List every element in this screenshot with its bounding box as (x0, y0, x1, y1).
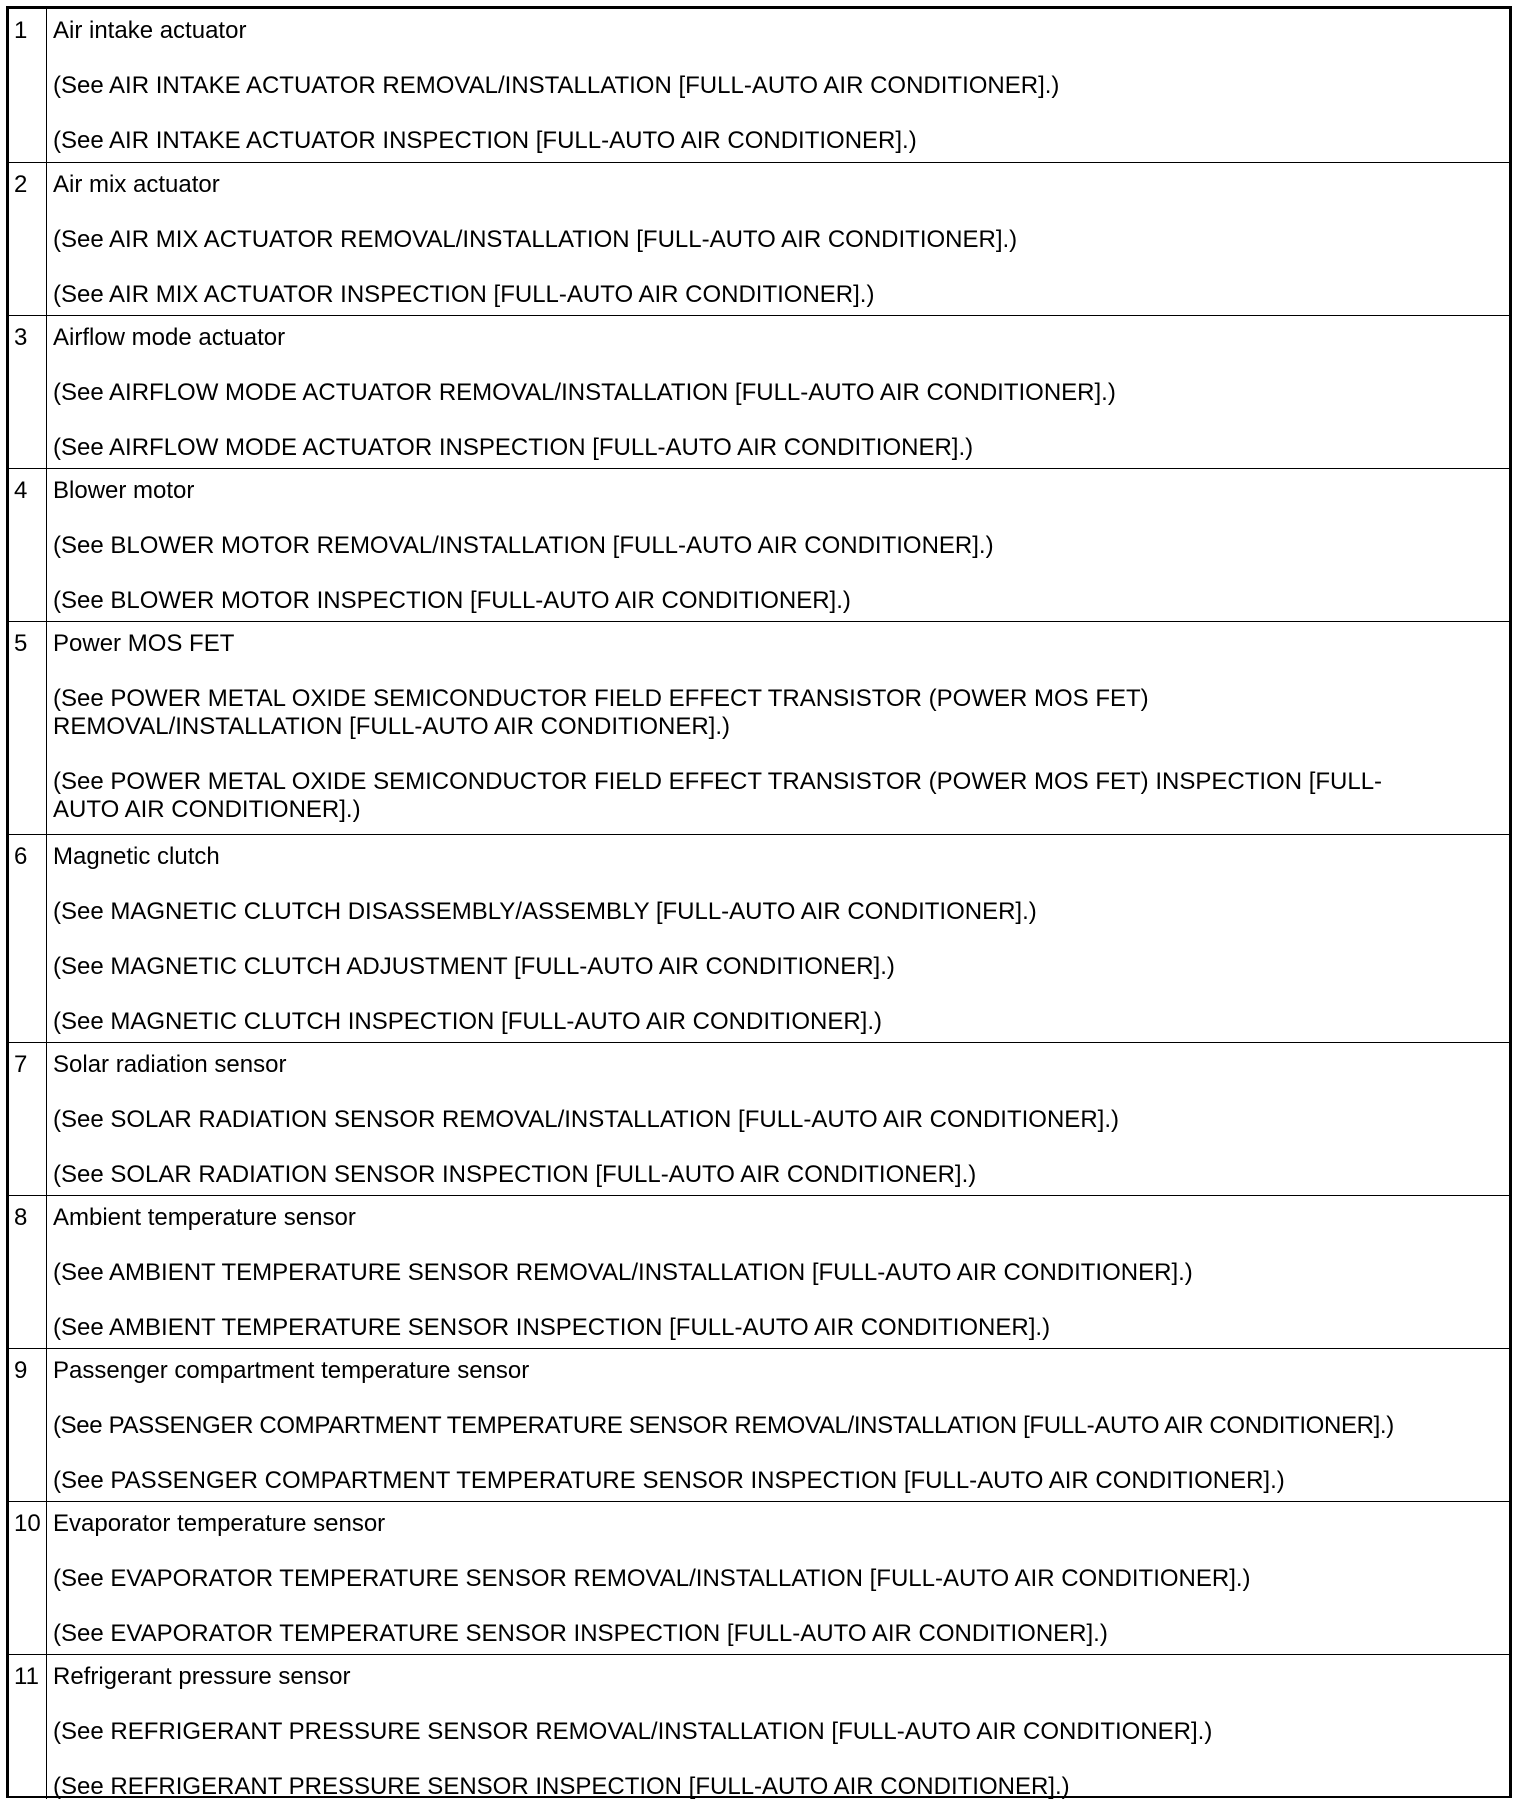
table-row (9, 1195, 1509, 1348)
row-number: 5 (9, 622, 47, 834)
reference-link[interactable]: (See AIRFLOW MODE ACTUATOR REMOVAL/INSTALLATION [FULL-AUTO AIR CONDITIONER].) (53, 379, 1116, 406)
row-number: 4 (9, 469, 47, 621)
part-name: Power MOS FET (53, 630, 235, 657)
reference-link[interactable]: (See BLOWER MOTOR REMOVAL/INSTALLATION [FULL-AUTO AIR CONDITIONER].) (53, 532, 994, 559)
reference-link[interactable]: (See BLOWER MOTOR INSPECTION [FULL-AUTO AIR CONDITIONER].) (53, 587, 851, 614)
reference-link[interactable]: (See REFRIGERANT PRESSURE SENSOR INSPECTION [FULL-AUTO AIR CONDITIONER].) (53, 1773, 1070, 1800)
row-number: 6 (9, 835, 47, 1042)
reference-link[interactable]: (See MAGNETIC CLUTCH DISASSEMBLY/ASSEMBLY [FULL-AUTO AIR CONDITIONER].) (53, 898, 1037, 925)
reference-link[interactable]: (See MAGNETIC CLUTCH ADJUSTMENT [FULL-AUTO AIR CONDITIONER].) (53, 953, 895, 980)
row-number: 7 (9, 1043, 47, 1195)
reference-link[interactable]: (See AIR MIX ACTUATOR INSPECTION [FULL-AUTO AIR CONDITIONER].) (53, 281, 875, 308)
row-number: 9 (9, 1349, 47, 1501)
table-row (9, 1348, 1509, 1501)
parts-table (6, 6, 1512, 1798)
reference-link[interactable]: (See SOLAR RADIATION SENSOR REMOVAL/INSTALLATION [FULL-AUTO AIR CONDITIONER].) (53, 1106, 1119, 1133)
table-row (9, 1501, 1509, 1654)
table-row (9, 9, 1509, 162)
table-row (9, 1654, 1509, 1799)
reference-link[interactable]: (See AIR INTAKE ACTUATOR REMOVAL/INSTALLATION [FULL-AUTO AIR CONDITIONER].) (53, 72, 1060, 99)
row-number: 11 (9, 1655, 47, 1799)
row-number: 8 (9, 1196, 47, 1348)
reference-link[interactable]: (See EVAPORATOR TEMPERATURE SENSOR INSPECTION [FULL-AUTO AIR CONDITIONER].) (53, 1620, 1108, 1647)
reference-link[interactable]: (See PASSENGER COMPARTMENT TEMPERATURE SENSOR INSPECTION [FULL-AUTO AIR CONDITIONER].) (53, 1467, 1285, 1494)
part-name: Air mix actuator (53, 171, 220, 198)
table-row (9, 468, 1509, 621)
row-number: 2 (9, 163, 47, 315)
reference-link[interactable]: (See POWER METAL OXIDE SEMICONDUCTOR FIELD EFFECT TRANSISTOR (POWER MOS FET) REMOVAL/INSTALLATION [FULL-AUTO AIR CONDITIONER].) (53, 685, 1149, 740)
reference-link[interactable]: (See POWER METAL OXIDE SEMICONDUCTOR FIELD EFFECT TRANSISTOR (POWER MOS FET) INSPECTION [FULL-AUTO AIR CONDITIONER].) (53, 768, 1383, 823)
part-name: Evaporator temperature sensor (53, 1510, 386, 1537)
part-name: Solar radiation sensor (53, 1051, 287, 1078)
part-name: Magnetic clutch (53, 843, 220, 870)
reference-link[interactable]: (See PASSENGER COMPARTMENT TEMPERATURE SENSOR REMOVAL/INSTALLATION [FULL-AUTO AIR CONDITIONER].) (53, 1412, 1394, 1439)
part-name: Ambient temperature sensor (53, 1204, 356, 1231)
part-name: Airflow mode actuator (53, 324, 286, 351)
reference-link[interactable]: (See MAGNETIC CLUTCH INSPECTION [FULL-AUTO AIR CONDITIONER].) (53, 1008, 882, 1035)
reference-link[interactable]: (See AIR MIX ACTUATOR REMOVAL/INSTALLATION [FULL-AUTO AIR CONDITIONER].) (53, 226, 1018, 253)
reference-link[interactable]: (See AIR INTAKE ACTUATOR INSPECTION [FULL-AUTO AIR CONDITIONER].) (53, 127, 917, 154)
table-row (9, 834, 1509, 1042)
table-row (9, 162, 1509, 315)
part-name: Air intake actuator (53, 17, 247, 44)
table-row (9, 621, 1509, 834)
row-number: 1 (9, 9, 47, 162)
part-name: Refrigerant pressure sensor (53, 1663, 351, 1690)
reference-link[interactable]: (See AIRFLOW MODE ACTUATOR INSPECTION [FULL-AUTO AIR CONDITIONER].) (53, 434, 974, 461)
table-row (9, 315, 1509, 468)
reference-link[interactable]: (See AMBIENT TEMPERATURE SENSOR INSPECTION [FULL-AUTO AIR CONDITIONER].) (53, 1314, 1051, 1341)
part-name: Passenger compartment temperature sensor (53, 1357, 530, 1384)
row-number: 10 (9, 1502, 47, 1654)
reference-link[interactable]: (See SOLAR RADIATION SENSOR INSPECTION [FULL-AUTO AIR CONDITIONER].) (53, 1161, 977, 1188)
reference-link[interactable]: (See AMBIENT TEMPERATURE SENSOR REMOVAL/INSTALLATION [FULL-AUTO AIR CONDITIONER].) (53, 1259, 1193, 1286)
reference-link[interactable]: (See REFRIGERANT PRESSURE SENSOR REMOVAL/INSTALLATION [FULL-AUTO AIR CONDITIONER].) (53, 1718, 1213, 1745)
part-name: Blower motor (53, 477, 195, 504)
table-row (9, 1042, 1509, 1195)
row-number: 3 (9, 316, 47, 468)
reference-link[interactable]: (See EVAPORATOR TEMPERATURE SENSOR REMOVAL/INSTALLATION [FULL-AUTO AIR CONDITIONER].) (53, 1565, 1251, 1592)
